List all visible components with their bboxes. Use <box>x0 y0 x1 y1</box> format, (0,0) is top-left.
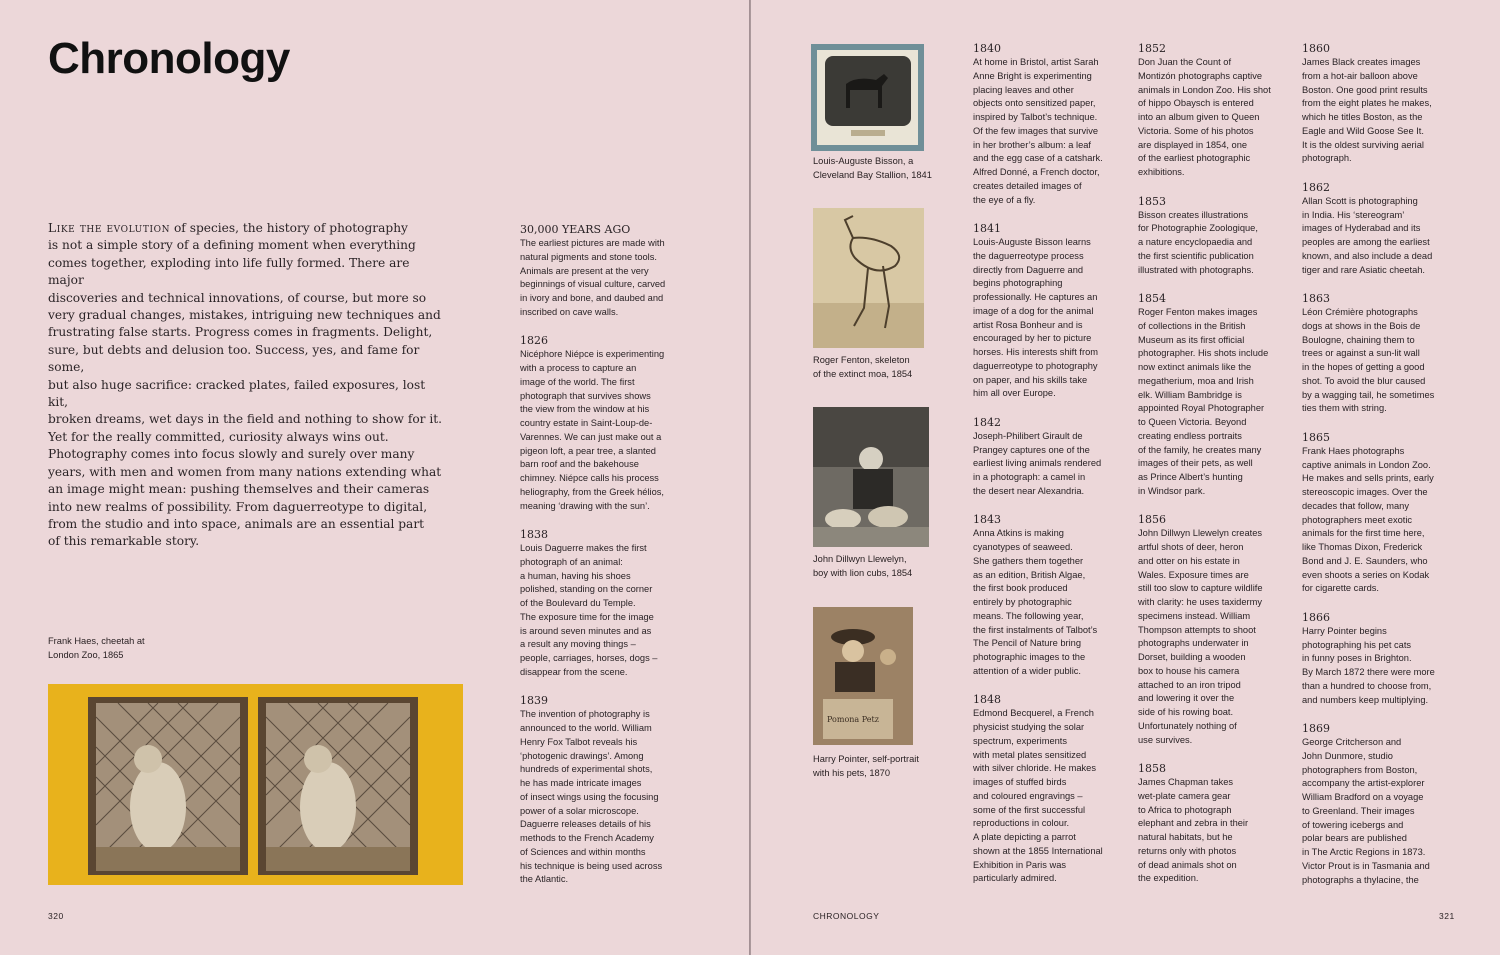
entry-year: 1826 <box>520 334 548 348</box>
entry-year: 1865 <box>1302 430 1330 444</box>
entry-text: Edmond Becquerel, a French physicist studying the solar spectrum, experiments with metal plates sensitized with silver chloride. He makes images of stuffed birds and coloured engravings – some of the first successful reproductions in colour. A plate depicting a parrot shown at the 1855 International Exhibition in Paris was particularly admired. <box>973 708 1103 884</box>
entry-text: At home in Bristol, artist Sarah Anne Bright is experimenting placing leaves and other objects onto sensitized paper, inspired by Talbot’s technique. Of the few images that survive in her brother’s album: a leaf and the egg case of a catshark. Alfred Donné, a French doctor, creates detailed images of the eye of a fly. <box>973 57 1103 205</box>
caption-moa: Roger Fenton, skeleton of the extinct moa, 1854 <box>813 355 913 379</box>
entry-year: 1860 <box>1302 42 1330 55</box>
entry-text: James Black creates images from a hot-air balloon above Boston. One good print results from the eight plates he makes, which he titles Boston, as the Eagle and Wild Goose See It. It is the oldest surviving aerial photograph. <box>1302 57 1432 164</box>
timeline-entry <box>973 415 1148 499</box>
horse-daguerreotype-photo <box>811 44 924 151</box>
entry-text: Allan Scott is photographing in India. His ‘stereogram’ images of Hyderabad and its peoples are among the earliest known, and also include a dead tiger and rare Asiatic cheetah. <box>1302 195 1433 275</box>
caption-horse: Louis-Auguste Bisson, a Cleveland Bay Stallion, 1841 <box>813 156 932 180</box>
entry-text: Anna Atkins is making cyanotypes of seaweed. She gathers them together as an edition, British Algae, the first book produced entirely by photographic means. The following year, the first instalments of Talbot’s The Pencil of Nature bring photographic images to the attention of a wider public. <box>973 528 1098 676</box>
intro-text: of species, the history of photography is not a simple story of a defining moment when everything comes together, exploding into life fully formed. There are major discoveries and technical innovations, of course, but more so very gradual changes, mistakes, intriguing new techniques and frustrating false starts. Progress comes in fragments. Delight, sure, but debts and delusion too. Success, yes, and fame for some, but also huge sacrifice: cracked plates, failed exposures, lost kit, broken dreams, wet days in the field and nothing to show for it. Yet for the really committed, curiosity always wins out. Photography comes into focus slowly and surely over many years, with men and women from many nations extending what an image might mean: pushing themselves and their cameras into new realms of possibility. From daguerreotype to digital, from the studio and into space, animals are an essential part of this remarkable story. <box>48 221 443 549</box>
entry-year: 1841 <box>973 222 1001 235</box>
entry-text: Léon Crémière photographs dogs at shows in the Bois de Boulogne, chaining them to trees or against a sun-lit wall in the hopes of getting a good shot. To avoid the blur caused by a wagging tail, he sometimes ties them with string. <box>1302 307 1435 414</box>
entry-year: 1852 <box>1138 42 1166 55</box>
timeline-entry <box>1302 180 1477 278</box>
entry-text: Louis Daguerre makes the first photograph of an animal: a human, having his shoes polished, standing on the corner of the Boulevard du Temple. The exposure time for the image is around seven minutes and as a result any moving things – people, carriages, horses, dogs – disappear from the scene. <box>520 543 658 677</box>
timeline-entry <box>973 692 1148 886</box>
running-head: CHRONOLOGY <box>813 911 880 921</box>
page-number-left: 320 <box>48 911 64 921</box>
timeline-entry <box>1302 721 1477 887</box>
caption-pointer: Harry Pointer, self-portrait with his pets, 1870 <box>813 754 919 778</box>
timeline-entry <box>1138 41 1313 180</box>
timeline-column-3 <box>1138 41 1313 900</box>
timeline-entry <box>1302 41 1477 166</box>
entry-year: 1839 <box>520 694 548 708</box>
entry-text: George Critcherson and John Dunmore, studio photographers from Boston, accompany the artist-explorer William Bradford on a voyage to Greenland. Their images of towering icebergs and polar bears are published in The Arctic Regions in 1873. Victor Prout is in Tasmania and photographs a thylacine, the <box>1302 737 1430 885</box>
entry-text: Bisson creates illustrations for Photographie Zoologique, a nature encyclopaedia and the first scientific publication illustrated with photographs. <box>1138 209 1258 275</box>
timeline-entry <box>1138 512 1313 747</box>
entry-text: John Dillwyn Llewelyn creates artful shots of deer, heron and otter on his estate in Wales. Exposure times are still too slow to capture wildlife with clarity: he uses taxidermy specimens instead. William Thompson attempts to shoot photographs underwater in Dorset, building a wooden box to house his camera attached to an iron tripod and lowering it over the side of his rowing boat. Unfortunately nothing of use survives. <box>1138 528 1263 745</box>
entry-year: 1842 <box>973 415 1001 429</box>
entry-year: 1866 <box>1302 610 1330 624</box>
timeline-entry <box>520 527 695 680</box>
entry-year: 30,000 YEARS AGO <box>520 223 631 236</box>
entry-year: 1869 <box>1302 722 1330 735</box>
timeline-entry <box>973 512 1148 678</box>
entry-year: 1854 <box>1138 292 1166 305</box>
caption-cheetah: Frank Haes, cheetah at London Zoo, 1865 <box>48 636 145 660</box>
entry-year: 1863 <box>1302 292 1330 305</box>
entry-text: Joseph-Philibert Girault de Prangey captures one of the earliest living animals rendered in a photograph: a camel in the desert near Alexandria. <box>973 430 1102 496</box>
stereo-left <box>88 697 248 875</box>
entry-text: Frank Haes photographs captive animals in London Zoo. He makes and sells prints, early stereoscopic images. Over the decades that follow, many photographers meet exotic animals for the first time here, like Thomas Dixon, Frederick Bond and J. E. Saunders, who even shoots a series on Kodak for cigarette cards. <box>1302 445 1434 594</box>
entry-text: The invention of photography is announced to the world. William Henry Fox Talbot reveals his ‘photogenic drawings’. Among hundreds of experimental shots, he has made intricate images of insect wings using the focusing power of a solar microscope. Daguerre releases details of his methods to the French Academy of Sciences and within months his technique is being used across the Atlantic. <box>520 709 663 885</box>
timeline-column-2 <box>973 41 1148 900</box>
entry-text: Harry Pointer begins photographing his pet cats in funny poses in Brighton. By March 1872 there were more than a hundred to choose from, and numbers keep multiplying. <box>1302 625 1435 705</box>
intro-paragraph <box>48 220 448 551</box>
timeline-column-1 <box>520 222 695 901</box>
entry-text: The earliest pictures are made with natural pigments and stone tools. Animals are present at the very beginnings of visual culture, carved in ivory and bone, and daubed and inscribed on cave walls. <box>520 238 666 317</box>
entry-year: 1858 <box>1138 762 1166 775</box>
entry-year: 1840 <box>973 42 1001 55</box>
page-title: Chronology <box>48 34 290 83</box>
entry-text: Nicéphore Niépce is experimenting with a process to capture an image of the world. The first photograph that survives shows the view from the window at his country estate in Saint-Loup-de- Varennes. We can just make out a pigeon loft, a pear tree, a slanted barn roof and the bakehouse chimney. Niépce calls his process heliography, from the Greek hélios, meaning ‘drawing with the sun’. <box>520 349 665 511</box>
entry-year: 1838 <box>520 528 548 541</box>
timeline-entry <box>1302 610 1477 708</box>
entry-year: 1853 <box>1138 194 1166 208</box>
intro-lead: Like the evolution <box>48 221 171 235</box>
moa-skeleton-photo <box>813 208 924 348</box>
caption-cubs: John Dillwyn Llewelyn, boy with lion cubs, 1854 <box>813 554 913 578</box>
timeline-entry <box>1138 194 1313 278</box>
harry-pointer-photo <box>813 607 913 745</box>
timeline-entry <box>1138 761 1313 886</box>
timeline-entry <box>973 41 1148 207</box>
timeline-entry <box>1302 291 1477 416</box>
timeline-entry <box>1302 430 1477 596</box>
cheetah-stereo-photo <box>48 684 463 885</box>
entry-year: 1862 <box>1302 180 1330 194</box>
entry-text: Louis-Auguste Bisson learns the daguerreotype process directly from Daguerre and begins photographing professionally. He captures an image of a dog for the animal artist Rosa Bonheur and is encouraged by her to picture horses. His interests shift from daguerreotype to photography on paper, and his skills take him all over Europe. <box>973 237 1099 399</box>
stereo-right <box>258 697 418 875</box>
entry-year: 1848 <box>973 693 1001 707</box>
entry-year: 1856 <box>1138 513 1166 527</box>
pointer-sign-label: Pomona Petz <box>827 715 879 724</box>
timeline-entry <box>973 221 1148 401</box>
entry-text: Roger Fenton makes images of collections in the British Museum as its first official photographer. His shots include now extinct animals like the megatherium, moa and Irish elk. William Bambridge is appointed Royal Photographer to Queen Victoria. Beyond creating endless portraits of the family, he creates many images of their pets, as well as Prince Albert’s hunting in Windsor park. <box>1138 307 1269 496</box>
timeline-column-4 <box>1302 41 1477 901</box>
entry-text: James Chapman takes wet-plate camera gear to Africa to photograph elephant and zebra in their natural habitats, but he returns only with photos of dead animals shot on the expedition. <box>1138 777 1249 884</box>
timeline-entry <box>1138 291 1313 499</box>
pointer-photo-figure <box>813 607 913 745</box>
timeline-entry <box>520 693 695 887</box>
book-spine <box>749 0 751 955</box>
entry-year: 1843 <box>973 513 1001 527</box>
lion-cubs-photo <box>813 407 929 547</box>
timeline-entry <box>520 222 695 320</box>
timeline-entry <box>520 333 695 513</box>
entry-text: Don Juan the Count of Montizón photographs captive animals in London Zoo. His shot of hippo Obaysch is entered into an album given to Queen Victoria. Some of his photos are displayed in 1854, one of the earliest photographic exhibitions. <box>1138 57 1271 177</box>
page-number-right: 321 <box>1439 911 1455 921</box>
